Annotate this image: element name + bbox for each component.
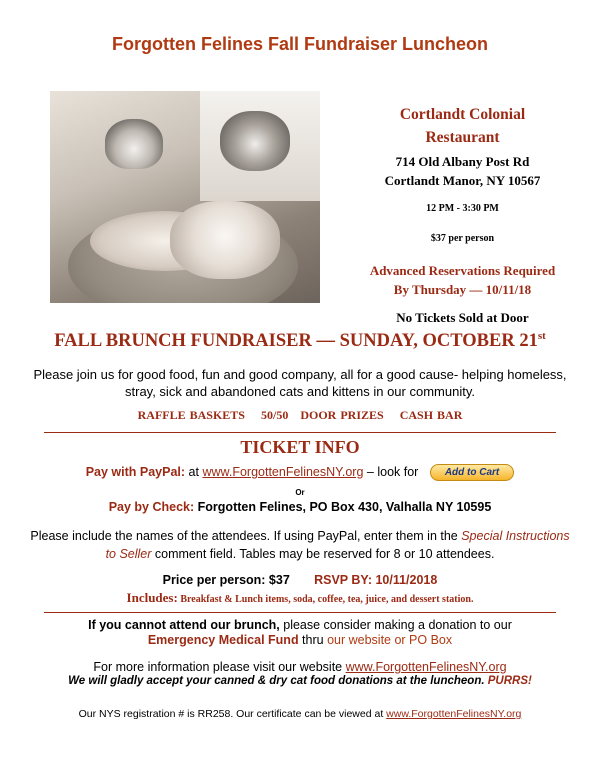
includes-line xyxy=(0,590,600,606)
features-line xyxy=(0,408,600,423)
check-label: Pay by Check: xyxy=(108,500,195,514)
headline-suffix: st xyxy=(537,330,546,342)
paypal-line xyxy=(0,464,600,481)
venue-name xyxy=(330,103,595,149)
rsvp-date: RSVP BY: 10/11/2018 xyxy=(314,573,438,587)
reservation-notice xyxy=(330,261,595,299)
donation-thru: thru xyxy=(298,633,328,647)
more-info-text: For more information please visit our website xyxy=(93,660,346,674)
feature-raffle: RAFFLE BASKETS xyxy=(137,408,245,422)
photo-kitten-front xyxy=(170,201,280,279)
paypal-label: Pay with PayPal: xyxy=(85,464,186,479)
note-part1: Please include the names of the attendees. If using PayPal, enter them in the xyxy=(30,529,462,543)
add-to-cart-button[interactable]: Add to Cart xyxy=(430,464,514,481)
intro-paragraph: Please join us for good food, fun and good company, all for a good cause- helping homeless, stray, sick and abandoned cats and kittens in our community. xyxy=(33,367,567,399)
feature-cash-bar: CASH BAR xyxy=(399,408,463,422)
paypal-at: at xyxy=(188,464,199,479)
flyer-title: Forgotten Felines Fall Fundraiser Luncheon xyxy=(111,34,489,54)
note-special-instructions: Special Instructions to Seller xyxy=(105,529,570,561)
feature-5050: 50/50 xyxy=(260,408,289,422)
includes-text: Breakfast & Lunch items, soda, coffee, tea, juice, and dessert station. xyxy=(180,594,474,605)
ticket-info-heading: TICKET INFO xyxy=(240,437,360,457)
food-donation-note xyxy=(0,675,600,687)
donation-bold: If you cannot attend our brunch, xyxy=(88,618,280,632)
divider-top xyxy=(44,432,556,433)
check-line xyxy=(0,500,600,514)
door-notice: No Tickets Sold at Door xyxy=(396,310,529,325)
feature-door-prizes: DOOR PRIZES xyxy=(300,408,384,422)
registration-line xyxy=(0,708,600,720)
divider-bottom xyxy=(44,612,556,613)
emergency-fund: Emergency Medical Fund xyxy=(147,633,299,647)
paypal-look-for: – look for xyxy=(366,464,419,479)
event-headline xyxy=(0,330,600,352)
headline-text: FALL BRUNCH FUNDRAISER — SUNDAY, OCTOBER 21 xyxy=(54,331,538,352)
price-per-person: Price per person: $37 xyxy=(162,573,290,587)
attendee-note xyxy=(30,527,570,563)
more-info-link[interactable]: www.ForgottenFelinesNY.org xyxy=(345,660,507,674)
donation-rest: please consider making a donation to our xyxy=(279,618,512,632)
reservation-line1: Advanced Reservations Required xyxy=(369,263,556,278)
venue-address xyxy=(330,152,595,190)
venue-address-line1: 714 Old Albany Post Rd xyxy=(395,154,530,169)
event-price: $37 per person xyxy=(430,233,495,244)
more-info-line xyxy=(0,660,600,674)
reservation-line2: By Thursday — 10/11/18 xyxy=(393,282,532,297)
purrs-text: PURRS! xyxy=(487,675,532,687)
or-separator: Or xyxy=(295,488,305,497)
donation-line1 xyxy=(0,618,600,632)
venue-name-line2: Restaurant xyxy=(425,129,500,146)
photo-kitten-left xyxy=(105,119,163,169)
price-rsvp-line xyxy=(0,573,600,587)
registration-text: Our NYS registration # is RR258. Our certificate can be viewed at xyxy=(78,708,387,720)
paypal-website-link[interactable]: www.ForgottenFelinesNY.org xyxy=(202,464,364,479)
event-time: 12 PM - 3:30 PM xyxy=(426,203,499,214)
venue-address-line2: Cortlandt Manor, NY 10567 xyxy=(384,173,541,188)
includes-label: Includes: xyxy=(126,590,178,605)
venue-name-line1: Cortlandt Colonial xyxy=(399,106,526,123)
note-part2: comment field. Tables may be reserved for 8 or 10 attendees. xyxy=(151,547,495,561)
donation-via: our website or PO Box xyxy=(327,633,453,647)
donation-line2 xyxy=(0,633,600,647)
photo-kitten-right xyxy=(220,111,290,171)
food-note-text: We will gladly accept your canned & dry cat food donations at the luncheon. xyxy=(68,675,488,687)
check-address: Forgotten Felines, PO Box 430, Valhalla NY 10595 xyxy=(197,500,492,514)
kittens-photo xyxy=(50,91,320,303)
registration-link[interactable]: www.ForgottenFelinesNY.org xyxy=(386,708,522,720)
